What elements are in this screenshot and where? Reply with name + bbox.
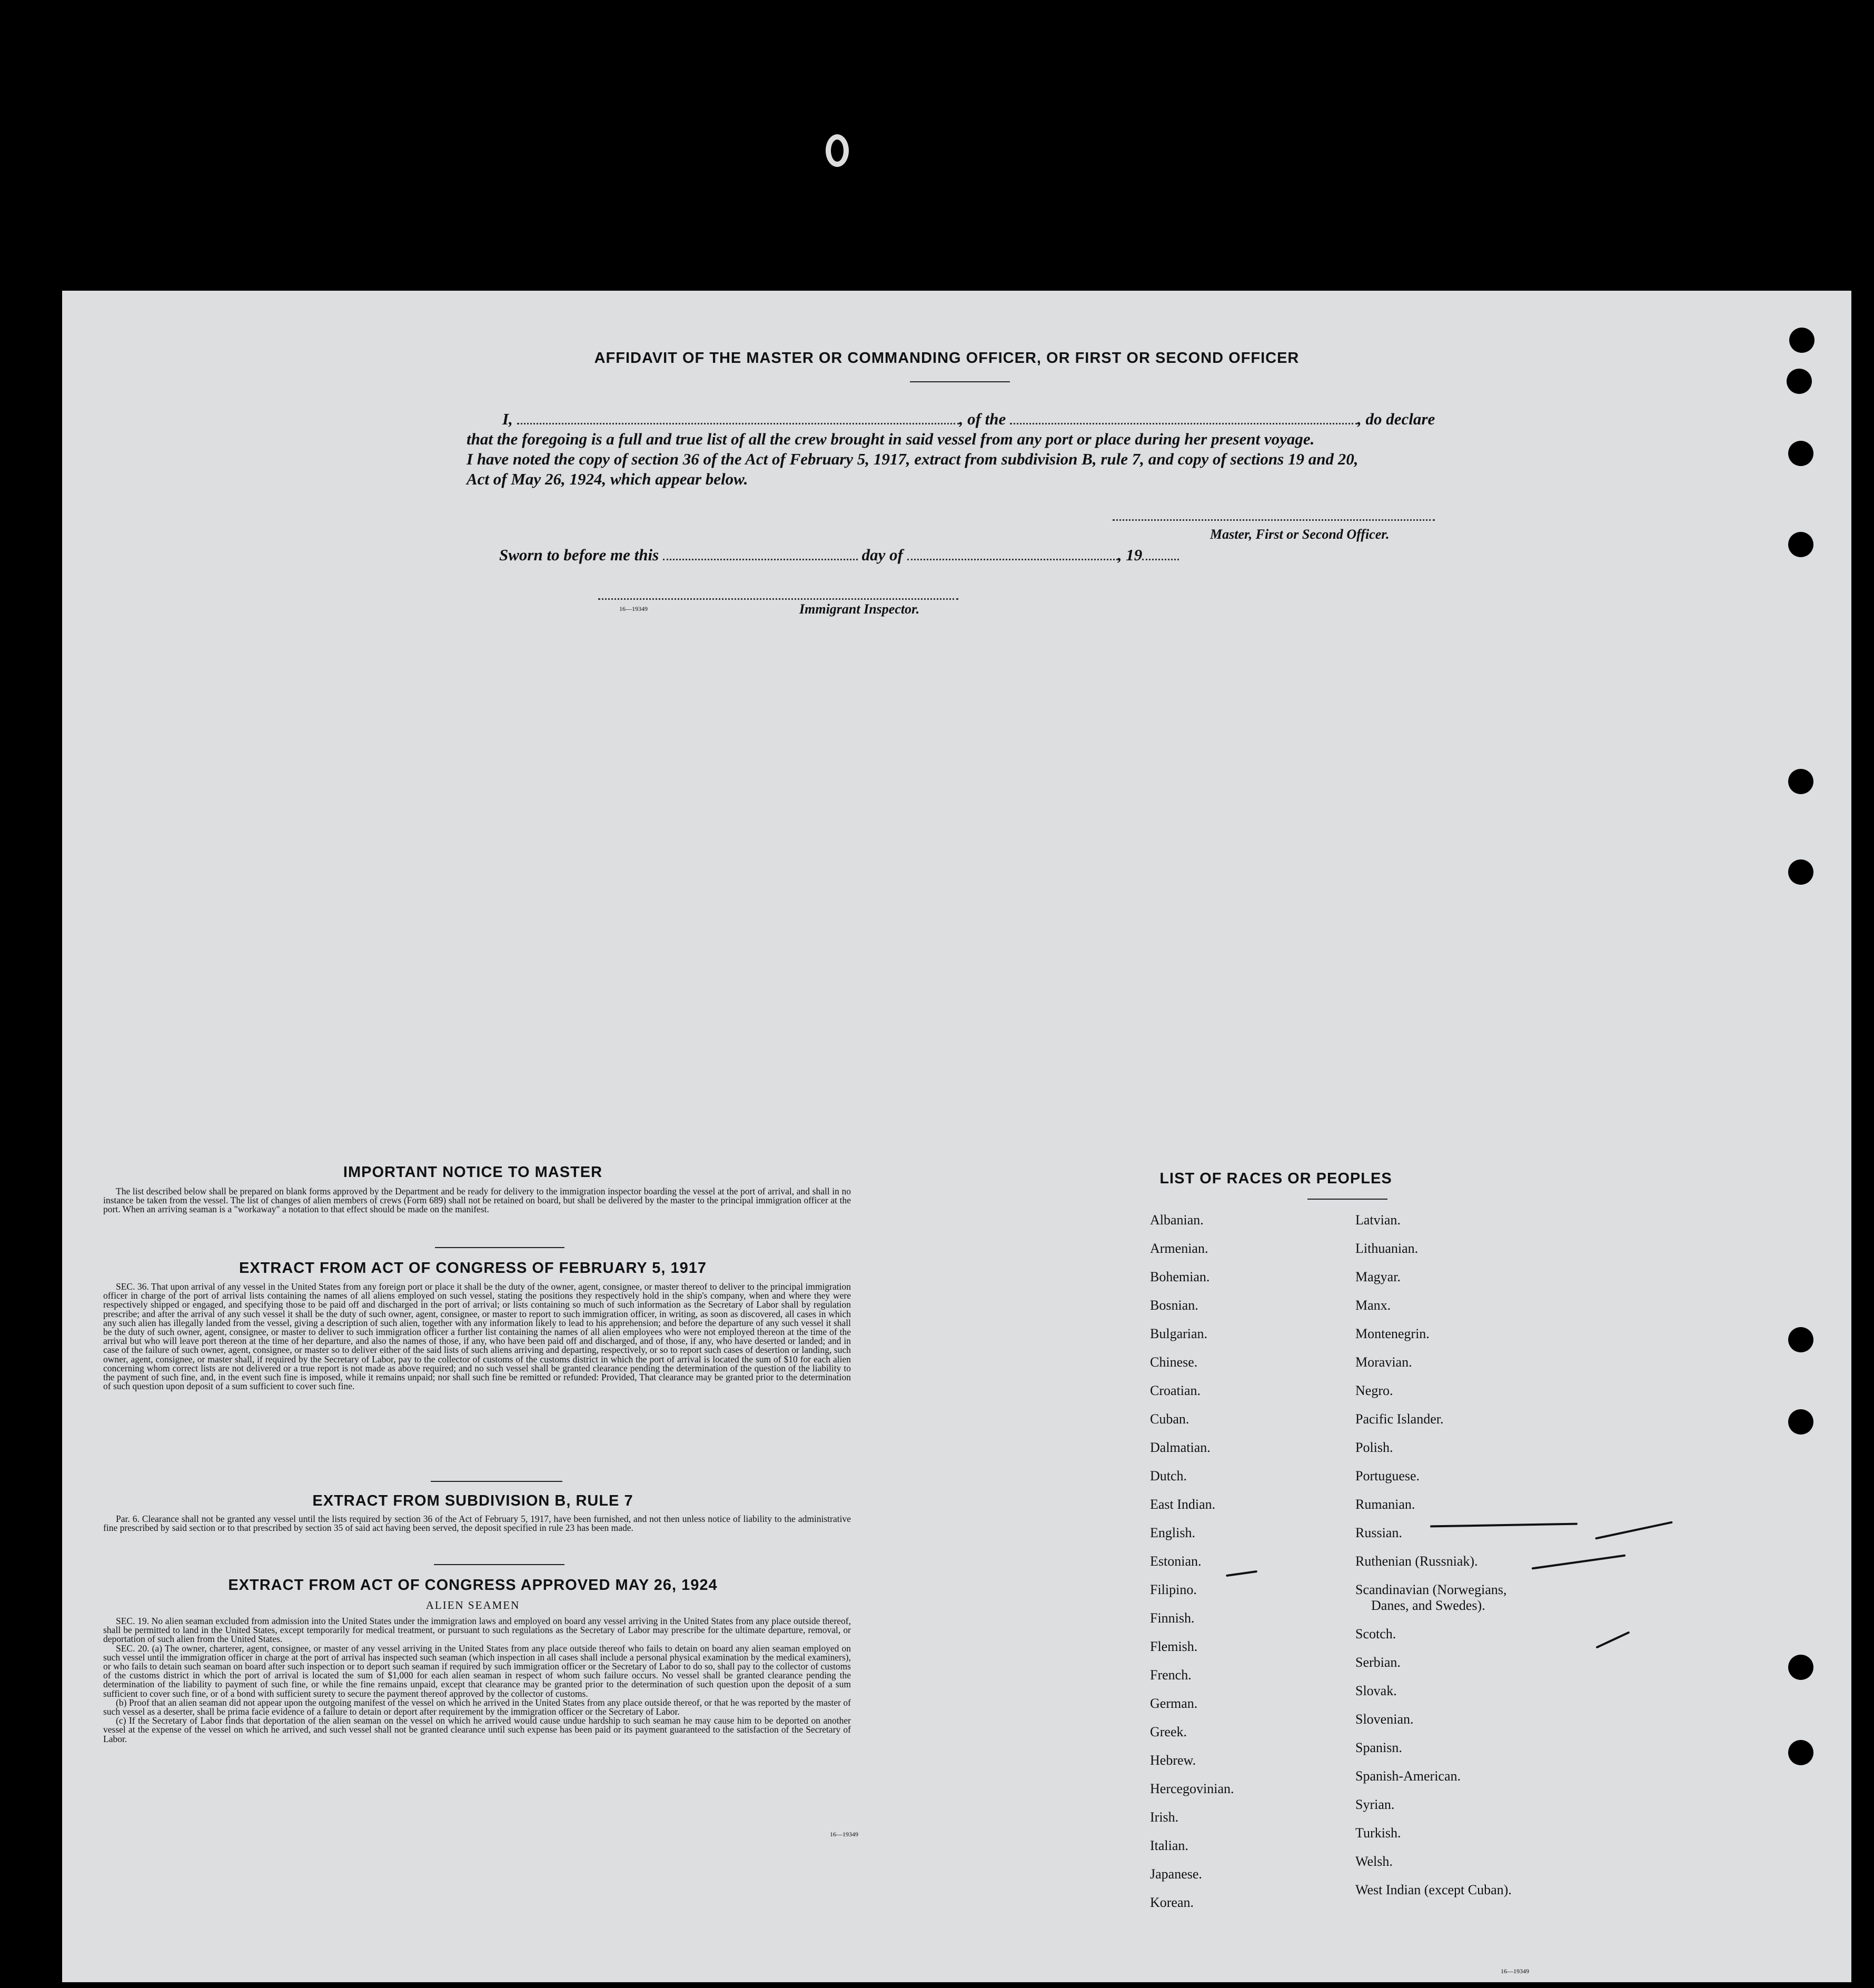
extract-1917-paragraph: SEC. 36. That upon arrival of any vessel in the United States from any foreign port or place it shall be the duty of the owner, agent, consignee, or master thereof to deliver to the principal immigration officer in charge of the port of arrival lists containing the names of all aliens employed on such vessel, stating the positions they respectively hold in the ship's company, when and where they were respectively shipped or engaged, and specifying those to be paid off and discharged in the port of arrival; or lists containing so much of such information as the Secretary of Labor shall by regulation prescribe; and after the arrival of any such vessel it shall be the duty of such owner, agent, consignee, or master to report to such immigration officer, in writing, as soon as discovered, all cases in which any such alien has illegally landed from the vessel, giving a description of such alien, together with any information likely to lead to his apprehension; and before the departure of any such vessel it shall be the duty of such owner, agent, consignee, or master to deliver to such immigration officer a further list containing the names of all alien employees who were not employed thereon at the time of the arrival but who will leave port thereon at the time of her departure, and also the names of those, if any, who have been paid off and discharged, and of those, if any, who have deserted or landed; and in case of the failure of such owner, agent, consignee, or master so to deliver either of the said lists of such aliens arriving and departing, respectively, or so to report such cases of desertion or landing, such owner, agent, consignee, or master shall, if required by the Secretary of Labor, pay to the collector of customs of the customs district in which the port of arrival is located the sum of $10 for each alien concerning whom correct lists are not delivered or a true report is not made as above required; and no such vessel shall be granted clearance pending the determination of the question of the liability to the payment of such fine, and, in the event such fine is imposed, while it remains unpaid; nor shall such fine be remitted or refunded: Provided, That clearance may be granted prior to the determination of such question upon deposit of a sum sufficient to cover such fine. — [103, 1281, 851, 1392]
sworn-year: , 19 — [1117, 546, 1143, 564]
extract-rule7-text — [103, 1515, 851, 1532]
race-item: Latvian. — [1355, 1212, 1401, 1228]
race-item: German. — [1150, 1696, 1198, 1711]
race-item: Danes, and Swedes). — [1371, 1598, 1485, 1613]
races-title-rule — [1307, 1199, 1387, 1200]
race-item: Hebrew. — [1150, 1753, 1196, 1768]
declaration-line-1 — [502, 410, 1435, 429]
sworn-prefix: Sworn to before me this — [499, 546, 659, 564]
race-item: Pacific Islander. — [1355, 1411, 1444, 1427]
races-form-number: 16—19349 — [1501, 1967, 1529, 1975]
race-item: Scotch. — [1355, 1626, 1396, 1641]
race-item: Scandinavian (Norwegians, — [1355, 1582, 1507, 1597]
race-item: Estonian. — [1150, 1554, 1202, 1569]
race-item: Filipino. — [1150, 1582, 1197, 1597]
race-item: Chinese. — [1150, 1354, 1198, 1370]
race-item: Greek. — [1150, 1724, 1187, 1739]
extract-1924-text — [103, 1617, 851, 1744]
affidavit-form-number: 16—19349 — [619, 605, 648, 612]
race-item: East Indian. — [1150, 1497, 1216, 1512]
race-item: Hercegovinian. — [1150, 1781, 1234, 1796]
inspector-signature-line[interactable] — [598, 598, 958, 600]
race-item: Croatian. — [1150, 1383, 1201, 1398]
declaration-line-3: I have noted the copy of section 36 of the Act of February 5, 1917, extract from subdivision B, rule 7, and copy of sections 19 and 20, — [467, 450, 1359, 468]
race-item: Rumanian. — [1355, 1497, 1415, 1512]
section-rule — [434, 1564, 564, 1565]
sworn-line — [499, 546, 1179, 565]
race-item: Japanese. — [1150, 1866, 1202, 1882]
punch-hole — [1788, 1655, 1813, 1680]
race-item: Armenian. — [1150, 1241, 1208, 1256]
punch-hole — [1787, 369, 1812, 394]
races-right-column — [1355, 1206, 1512, 1904]
ink-mark — [1532, 1554, 1626, 1569]
extract-1924-title: EXTRACT FROM ACT OF CONGRESS APPROVED MAY 26, 1924 — [228, 1577, 718, 1594]
race-item: Manx. — [1355, 1298, 1391, 1313]
punch-hole — [1788, 1740, 1813, 1765]
inspector-label: Immigrant Inspector. — [799, 601, 920, 617]
declaration-line-2: that the foregoing is a full and true list of all the crew brought in said vessel from any port or place during her present voyage. — [467, 430, 1315, 448]
race-item: Syrian. — [1355, 1797, 1395, 1812]
vessel-field[interactable] — [1010, 411, 1357, 424]
punch-hole — [1788, 1409, 1813, 1435]
sworn-date-field[interactable] — [663, 547, 858, 560]
race-item: Slovak. — [1355, 1683, 1397, 1698]
race-item: Flemish. — [1150, 1639, 1198, 1654]
race-item: Bosnian. — [1150, 1298, 1198, 1313]
race-item: Bohemian. — [1150, 1269, 1210, 1284]
race-item: Ruthenian (Russniak). — [1355, 1554, 1478, 1569]
sworn-year-field[interactable] — [1142, 547, 1179, 560]
race-item: Polish. — [1355, 1440, 1393, 1455]
declaration-line-4: Act of May 26, 1924, which appear below. — [467, 470, 748, 488]
race-item: Serbian. — [1355, 1655, 1401, 1670]
punch-hole — [1788, 769, 1813, 794]
extract-1924-sec20b: (b) Proof that an alien seaman did not appear upon the outgoing manifest of the vessel on which he arrived in the United States from any place outside thereof, or that he was reported by the master of such vessel as a deserter, shall be prima facie evidence of a failure to detain or deport after requirement by the immigration officer or the Secretary of Labor. — [103, 1697, 851, 1717]
race-item-multiline — [1355, 1576, 1512, 1620]
punch-hole — [1788, 441, 1813, 466]
race-item: Spanisn. — [1355, 1740, 1402, 1755]
extract-1924-sec20c: (c) If the Secretary of Labor finds that deportation of the alien seaman on the vessel on which he arrived would cause undue hardship to such seaman he may cause him to be deported on another vessel at the expense of the vessel on which he arrived, and such vessel shall not be granted clearance until such expense has been paid or its payment guaranteed to the satisfaction of the Secretary of Labor. — [103, 1715, 851, 1744]
race-item: Dutch. — [1150, 1468, 1187, 1483]
sworn-month-field[interactable] — [907, 547, 1118, 560]
title-rule — [910, 381, 1010, 382]
extract-1917-text — [103, 1282, 851, 1391]
race-item: West Indian (except Cuban). — [1355, 1882, 1512, 1897]
race-item: Slovenian. — [1355, 1712, 1414, 1727]
race-item: Moravian. — [1355, 1354, 1412, 1370]
race-item: Korean. — [1150, 1895, 1194, 1910]
punch-hole — [1788, 532, 1813, 557]
master-signature-line[interactable] — [1113, 519, 1435, 521]
punch-hole — [1788, 859, 1813, 885]
name-field[interactable] — [517, 411, 959, 424]
race-item: Montenegrin. — [1355, 1326, 1430, 1341]
section-rule — [431, 1481, 562, 1482]
binder-ring-mark — [826, 134, 849, 167]
race-item: Albanian. — [1150, 1212, 1204, 1228]
race-item: Negro. — [1355, 1383, 1393, 1398]
extract-rule7-title: EXTRACT FROM SUBDIVISION B, RULE 7 — [312, 1492, 633, 1509]
race-item: Bulgarian. — [1150, 1326, 1208, 1341]
race-item: Russian. — [1355, 1525, 1402, 1540]
notice-text — [103, 1187, 851, 1214]
extract-1924-sec19: SEC. 19. No alien seaman excluded from admission into the United States under the immigration laws and employed on board any vessel arriving in the United States from any place outside thereof, shall be permitted to land in the United States, except temporarily for medical treatment, or pursuant to such regulations as the Secretary of Labor may prescribe for the ultimate departure, removal, or deportation of such alien from the United States. — [103, 1616, 851, 1645]
extract-rule7-paragraph: Par. 6. Clearance shall not be granted any vessel until the lists required by section 36 of the Act of February 5, 1917, have been furnished, and not then unless notice of liability to the administrative fine prescribed by said section or to that prescribed by section 35 of said act having been served, the deposit specified in rule 23 has been made. — [103, 1514, 851, 1534]
extract-1917-title: EXTRACT FROM ACT OF CONGRESS OF FEBRUARY 5, 1917 — [239, 1260, 707, 1277]
section-rule — [435, 1247, 564, 1248]
notice-paragraph: The list described below shall be prepared on blank forms approved by the Department and be ready for delivery to the immigration inspector boarding the vessel at the port of arrival, and shall in no instance be taken from the vessel. The list of changes of alien members of crews (Form 689) shall not be retained on board, but shall be delivered by the master to the principal immigration officer at the port. When an arriving seaman is a "workaway" a notation to that effect should be made on the manifest. — [103, 1186, 851, 1215]
race-item: Italian. — [1150, 1838, 1188, 1853]
races-left-column — [1150, 1206, 1234, 1917]
race-item: French. — [1150, 1667, 1192, 1683]
race-item: Spanish-American. — [1355, 1768, 1461, 1784]
declaration-do-declare: , do declare — [1357, 410, 1435, 428]
form-page — [62, 291, 1851, 1982]
extract-1924-sec20a: SEC. 20. (a) The owner, charterer, agent, consignee, or master of any vessel arriving in the United States from any place outside thereof who fails to detain on board any alien seaman employed on such vessel until the immigration officer in charge at the port of arrival has inspected such seaman (which inspection in all cases shall include a personal physical examination by the medical examiners), or who fails to detain such seaman on board after such inspection or to deport such seaman if required by such immigration officer or the Secretary of Labor to do so, shall pay to the collector of customs of the customs district in which the port of arrival is located the sum of $1,000 for each alien seaman in respect of whom such failure occurs. No vessel shall be granted clearance pending the determination of the liability to payment of such fine, or while the fine remains unpaid, except that clearance may be granted prior to the determination of such question upon the deposit of a sum sufficient to cover such fine, or of a bond with sufficient surety to secure the payment thereof approved by the collector of customs. — [103, 1643, 851, 1699]
races-title: LIST OF RACES OR PEOPLES — [1159, 1170, 1392, 1187]
master-signature-label: Master, First or Second Officer. — [1210, 527, 1390, 542]
extract-form-number: 16—19349 — [830, 1831, 858, 1838]
affidavit-title: AFFIDAVIT OF THE MASTER OR COMMANDING OFFICER, OR FIRST OR SECOND OFFICER — [594, 350, 1300, 367]
race-item: Welsh. — [1355, 1854, 1393, 1869]
declaration-i: I, — [502, 410, 513, 428]
race-item: Finnish. — [1150, 1610, 1195, 1626]
declaration-of: , of the — [959, 410, 1006, 428]
race-item: Portuguese. — [1355, 1468, 1420, 1483]
sworn-day: day of — [861, 546, 903, 564]
notice-title: IMPORTANT NOTICE TO MASTER — [343, 1164, 603, 1181]
ink-mark — [1595, 1521, 1673, 1539]
race-item: English. — [1150, 1525, 1195, 1540]
punch-hole — [1788, 1327, 1813, 1352]
ink-mark — [1595, 1631, 1630, 1648]
extract-1924-subtitle: ALIEN SEAMEN — [425, 1599, 520, 1611]
race-item: Turkish. — [1355, 1825, 1401, 1841]
punch-hole — [1789, 328, 1814, 353]
race-item: Dalmatian. — [1150, 1440, 1211, 1455]
race-item: Lithuanian. — [1355, 1241, 1419, 1256]
race-item: Irish. — [1150, 1809, 1179, 1825]
race-item: Cuban. — [1150, 1411, 1189, 1427]
race-item: Magyar. — [1355, 1269, 1401, 1284]
